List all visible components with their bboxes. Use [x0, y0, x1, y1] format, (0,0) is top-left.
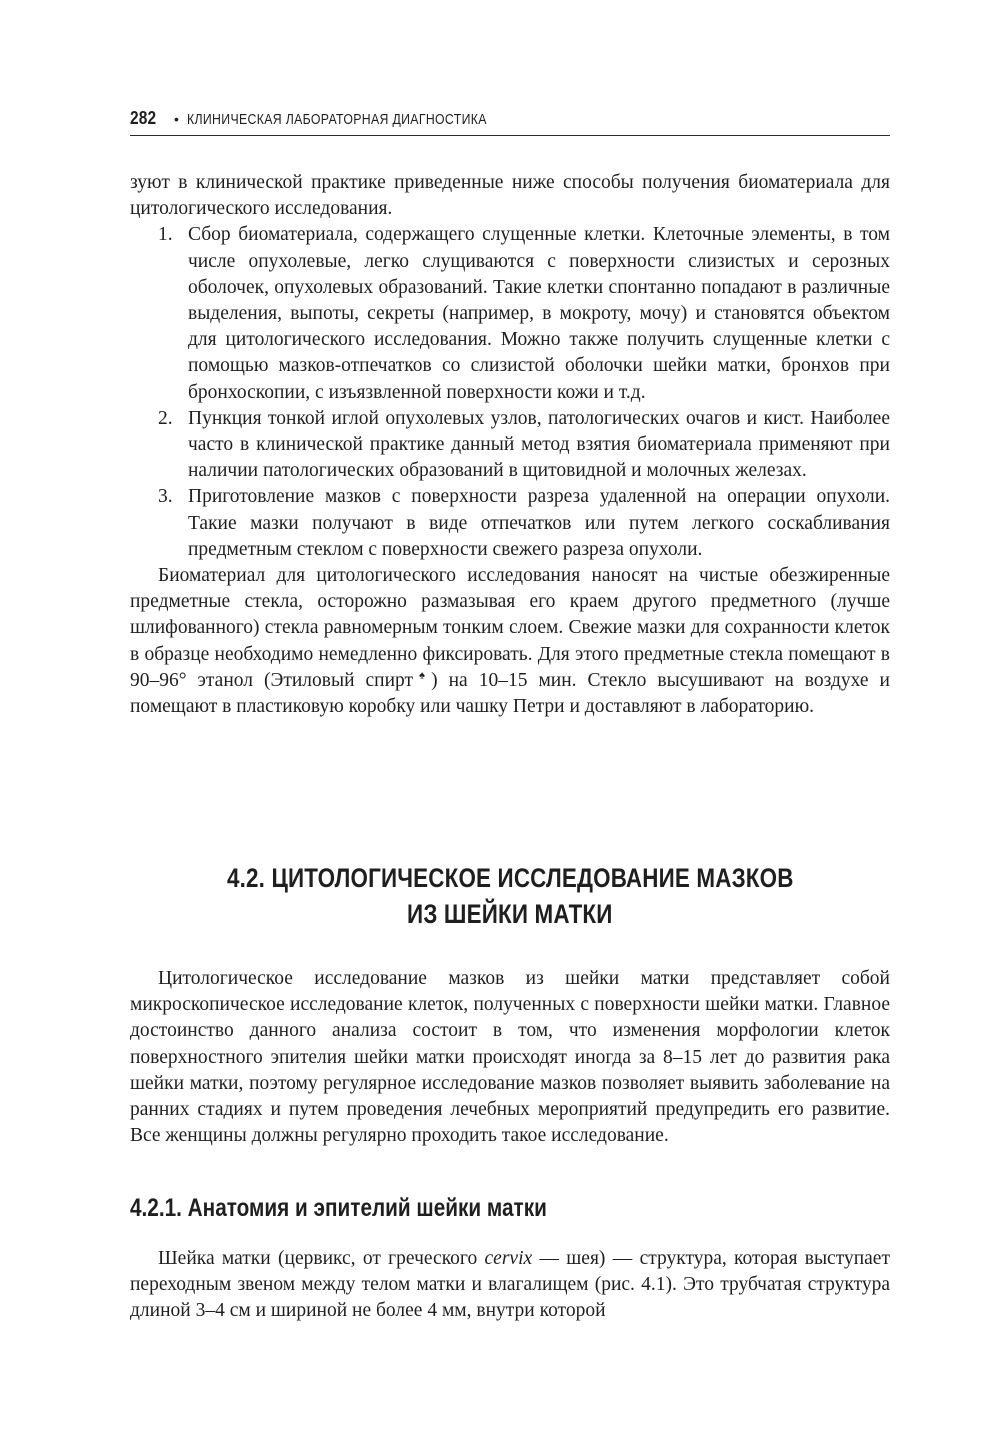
- biomaterial-text-b: ) на 10–15 мин. Стекло высушивают на воздухе и помещают в пластиковую коробку или чашку Петри и доставляют в лабораторию.: [130, 669, 890, 718]
- list-item-text: Сбор биоматериала, содержащего слущенные клетки. Клеточные элементы, в том числе опухолевые, легко слущиваются с поверхности слизистых и серозных оболочек, опухолевых образований. Такие клетки спонтанно попадают в различные выделения, выпоты, секреты (например, в мокроту, мочу) и становятся объектом для цитологического исследования. Можно также получить слущенные клетки с помощью мазков-отпечатков со слизистой оболочки шейки матки, бронхов при бронхоскопии, с изъязвленной поверхности кожи и т.д.: [188, 224, 890, 403]
- list-item: [130, 222, 890, 405]
- page-number: 282: [130, 108, 157, 128]
- list-item-text: Пункция тонкой иглой опухолевых узлов, патологических очагов и кист. Наиболее часто в клинической практике данный метод взятия биоматериала применяют при наличии патологических образований в щитовидной и молочных железах.: [188, 407, 890, 482]
- list-item: [130, 406, 890, 485]
- spade-mark: ♠: [413, 669, 432, 682]
- anatomy-text-a: Шейка матки (цервикс, от греческого: [158, 1248, 485, 1269]
- section-heading-4-2: [130, 860, 890, 932]
- list-item-text: Приготовление мазков с поверхности разреза удаленной на операции опухоли. Такие мазки получают в виде отпечатков или путем легкого соскабливания предметным стеклом с поверхности свежего разреза опухоли.: [188, 486, 890, 560]
- biomaterial-text-a: Биоматериал для цитологического исследования наносят на чистые обезжиренные предметные стекла, осторожно размазывая его краем другого предметного (лучше шлифованного) стекла равномерным тонким слоем. Свежие мазки для сохранности клеток в образце необходимо немедленно фиксировать. Для этого предметные стекла помещают в 90–96° этанол (Этиловый спирт: [130, 565, 890, 691]
- list-item-number: 1.: [158, 224, 173, 246]
- section-heading-line-2: ИЗ ШЕЙКИ МАТКИ: [407, 899, 613, 929]
- anatomy-text-b: — шея) — структура, которая выступает переходным звеном между телом матки и влагалищем (рис. 4.1). Это трубчатая структура длиной 3–4 см и шириной не более 4 мм, внутри которой: [130, 1248, 890, 1322]
- subsection-heading-4-2-1: [130, 1192, 890, 1224]
- biomaterial-paragraph: [130, 563, 890, 720]
- list-item-number: 3.: [158, 486, 173, 508]
- intro-and-list: [130, 170, 890, 720]
- anatomy-paragraph: [130, 1246, 890, 1325]
- running-header: [130, 108, 890, 136]
- biomaterial-methods-list: [130, 222, 890, 563]
- cytology-paragraph: Цитологическое исследование мазков из шейки матки представляет собой микроскопическое исследование клеток, полученных с поверхности шейки матки. Главное достоинство данного анализа состоит в том, что изменения морфологии клеток поверхностного эпителия шейки матки происходят иногда за 8–15 лет до развития рака шейки матки, поэтому регулярное исследование мазков позволяет выявить заболевание на ранних стадиях и путем проведения лечебных мероприятий предупредить его развитие. Все женщины должны регулярно проходить такое исследование.: [130, 968, 890, 1147]
- intro-paragraph: зуют в клинической практике приведенные ниже способы получения биоматериала для цитологического исследования.: [130, 172, 890, 220]
- anatomy-latin-term: cervix: [484, 1248, 533, 1269]
- list-item-number: 2.: [158, 407, 173, 429]
- subsection-heading-text: 4.2.1. Анатомия и эпителий шейки матки: [130, 1194, 547, 1222]
- list-item: [130, 484, 890, 563]
- anatomy-block: [130, 1246, 890, 1325]
- running-title: КЛИНИЧЕСКАЯ ЛАБОРАТОРНАЯ ДИАГНОСТИКА: [186, 111, 487, 128]
- cytology-block: [130, 966, 890, 1149]
- section-heading-line-1: 4.2. ЦИТОЛОГИЧЕСКОЕ ИССЛЕДОВАНИЕ МАЗКОВ: [226, 863, 794, 893]
- header-bullet: •: [174, 111, 179, 127]
